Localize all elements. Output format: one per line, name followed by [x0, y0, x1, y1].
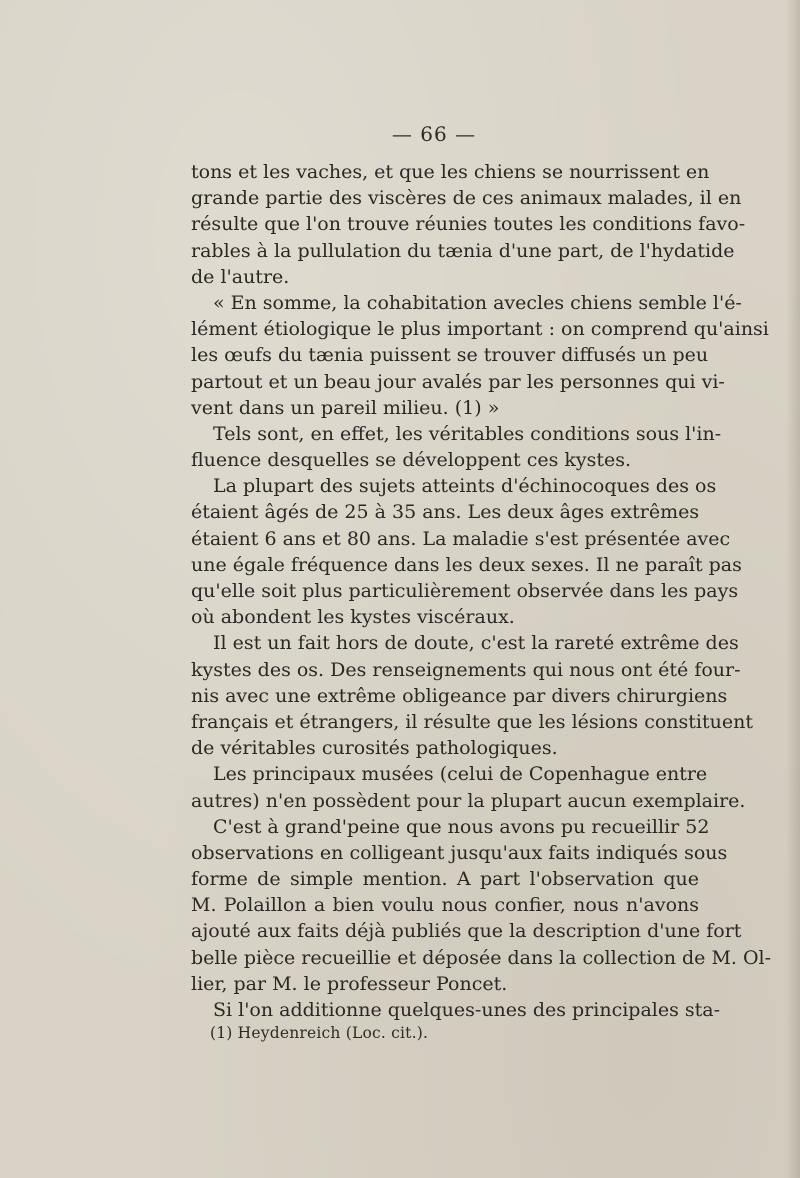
text-line: La plupart des sujets atteints d'échinocoques des os [213, 475, 717, 498]
text-line: nis avec une extrême obligeance par divers chirurgiens [191, 684, 728, 707]
page-number: — 66 — [391, 122, 477, 146]
text-line: partout et un beau jour avalés par les personnes qui vi- [191, 370, 725, 393]
text-line: forme de simple mention. A part l'observation que [191, 868, 699, 891]
text-line: où abondent les kystes viscéraux. [191, 606, 515, 629]
text-line: Tels sont, en effet, les véritables conditions sous l'in- [213, 422, 722, 445]
text-line: les œufs du tænia puissent se trouver diffusés un peu [191, 344, 709, 367]
text-line: ajouté aux faits déjà publiés que la description d'une fort [191, 920, 742, 943]
text-line: C'est à grand'peine que nous avons pu recueillir 52 [213, 815, 710, 838]
footnote: (1) Heydenreich (Loc. cit.). [210, 1024, 429, 1042]
text-line: qu'elle soit plus particulièrement observée dans les pays [191, 580, 739, 602]
text-line: rables à la pullulation du tænia d'une part, de l'hydatide [191, 239, 735, 262]
text-line: étaient âgés de 25 à 35 ans. Les deux âges extrêmes [191, 501, 700, 524]
text-line: M. Polaillon a bien voulu nous confier, nous n'avons [191, 894, 699, 917]
text-line: vent dans un pareil milieu. (1) » [191, 396, 500, 419]
text-line: lier, par M. le professeur Poncet. [191, 972, 508, 995]
text-line: français et étrangers, il résulte que les lésions constituent [191, 710, 753, 733]
text-line: observations en colligeant jusqu'aux faits indiqués sous [191, 841, 728, 864]
page-edge-shadow [786, 0, 800, 1178]
text-line: une égale fréquence dans les deux sexes. Il ne paraît pas [191, 553, 742, 576]
text-line: belle pièce recueillie et déposée dans la collection de M. Ol- [191, 946, 772, 969]
text-line: lément étiologique le plus important : on comprend qu'ainsi [191, 318, 769, 341]
text-line: « En somme, la cohabitation avecles chiens semble l'é- [213, 291, 742, 314]
text-line: Si l'on additionne quelques-unes des principales sta- [213, 999, 721, 1021]
body-text [191, 159, 772, 1023]
text-line: fluence desquelles se développent ces kystes. [191, 449, 632, 472]
text-line: kystes des os. Des renseignements qui nous ont été four- [191, 658, 741, 681]
text-line: Il est un fait hors de doute, c'est la rareté extrême des [213, 632, 739, 655]
text-line: tons et les vaches, et que les chiens se nourrissent en [191, 161, 710, 183]
text-line: étaient 6 ans et 80 ans. La maladie s'est présentée avec [191, 527, 731, 550]
text-line: autres) n'en possèdent pour la plupart aucun exemplaire. [191, 789, 746, 812]
text-line: de l'autre. [191, 265, 290, 288]
text-line: résulte que l'on trouve réunies toutes les conditions favo- [191, 213, 746, 236]
text-line: Les principaux musées (celui de Copenhague entre [213, 763, 708, 786]
text-line: de véritables curosités pathologiques. [191, 737, 558, 760]
text-line: grande partie des viscères de ces animaux malades, il en [191, 187, 742, 210]
